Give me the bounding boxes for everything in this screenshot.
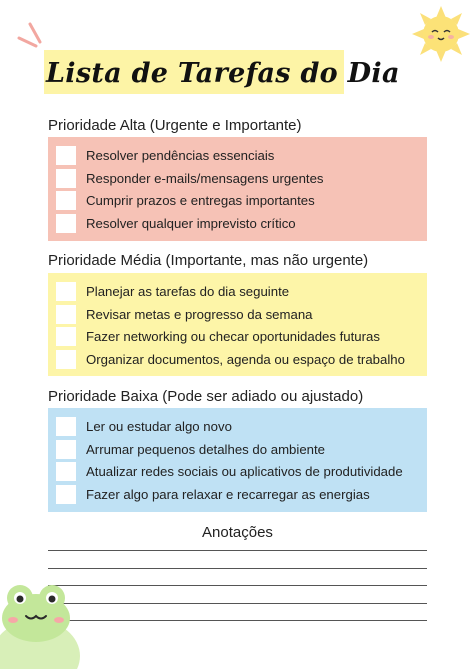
- task-item[interactable]: [48, 145, 427, 168]
- task-item[interactable]: [48, 281, 427, 304]
- page-title: Lista de Tarefas do Dia: [46, 58, 400, 89]
- task-item[interactable]: [48, 190, 427, 213]
- task-item[interactable]: [48, 484, 427, 507]
- note-line[interactable]: [48, 603, 427, 604]
- checkbox[interactable]: [56, 417, 76, 436]
- checkbox[interactable]: [56, 305, 76, 324]
- note-line[interactable]: [48, 585, 427, 586]
- checkbox[interactable]: [56, 440, 76, 459]
- task-label: Responder e-mails/mensagens urgentes: [86, 170, 324, 186]
- task-box-low: [48, 408, 427, 512]
- section-heading-medium: Prioridade Média (Importante, mas não urgente): [48, 252, 369, 269]
- task-label: Fazer algo para relaxar e recarregar as energias: [86, 486, 370, 502]
- checkbox[interactable]: [56, 191, 76, 210]
- task-label: Resolver pendências essenciais: [86, 148, 275, 163]
- note-line[interactable]: [48, 620, 427, 621]
- task-item[interactable]: [48, 439, 427, 462]
- task-label: Revisar metas e progresso da semana: [86, 306, 313, 322]
- task-item[interactable]: [48, 168, 427, 191]
- task-label: Arrumar pequenos detalhes do ambiente: [86, 441, 325, 457]
- task-box-high: [48, 137, 427, 241]
- checkbox[interactable]: [56, 350, 76, 369]
- task-label: Resolver qualquer imprevisto crítico: [86, 215, 296, 231]
- task-label: Ler ou estudar algo novo: [86, 419, 232, 434]
- task-item[interactable]: [48, 416, 427, 439]
- frog-icon: [0, 576, 80, 669]
- accent-strokes-icon: [16, 20, 50, 54]
- checkbox[interactable]: [56, 327, 76, 346]
- checkbox[interactable]: [56, 462, 76, 481]
- note-line[interactable]: [48, 568, 427, 569]
- checkbox[interactable]: [56, 282, 76, 301]
- task-label: Cumprir prazos e entregas importantes: [86, 193, 315, 209]
- checkbox[interactable]: [56, 146, 76, 165]
- task-label: Organizar documentos, agenda ou espaço de trabalho: [86, 351, 405, 367]
- section-heading-high: Prioridade Alta (Urgente e Importante): [48, 117, 302, 134]
- task-label: Fazer networking ou checar oportunidades futuras: [86, 329, 380, 345]
- task-item[interactable]: [48, 213, 427, 236]
- task-item[interactable]: [48, 349, 427, 372]
- task-item[interactable]: [48, 304, 427, 327]
- sun-icon: [410, 4, 472, 64]
- checkbox[interactable]: [56, 485, 76, 504]
- notes-heading: Anotações: [202, 524, 273, 541]
- note-line[interactable]: [48, 550, 427, 551]
- section-heading-low: Prioridade Baixa (Pode ser adiado ou ajustado): [48, 388, 364, 405]
- task-item[interactable]: [48, 326, 427, 349]
- checkbox[interactable]: [56, 214, 76, 233]
- task-label: Atualizar redes sociais ou aplicativos de produtividade: [86, 464, 403, 480]
- task-label: Planejar as tarefas do dia seguinte: [86, 284, 290, 299]
- task-box-medium: [48, 273, 427, 376]
- task-item[interactable]: [48, 461, 427, 484]
- checkbox[interactable]: [56, 169, 76, 188]
